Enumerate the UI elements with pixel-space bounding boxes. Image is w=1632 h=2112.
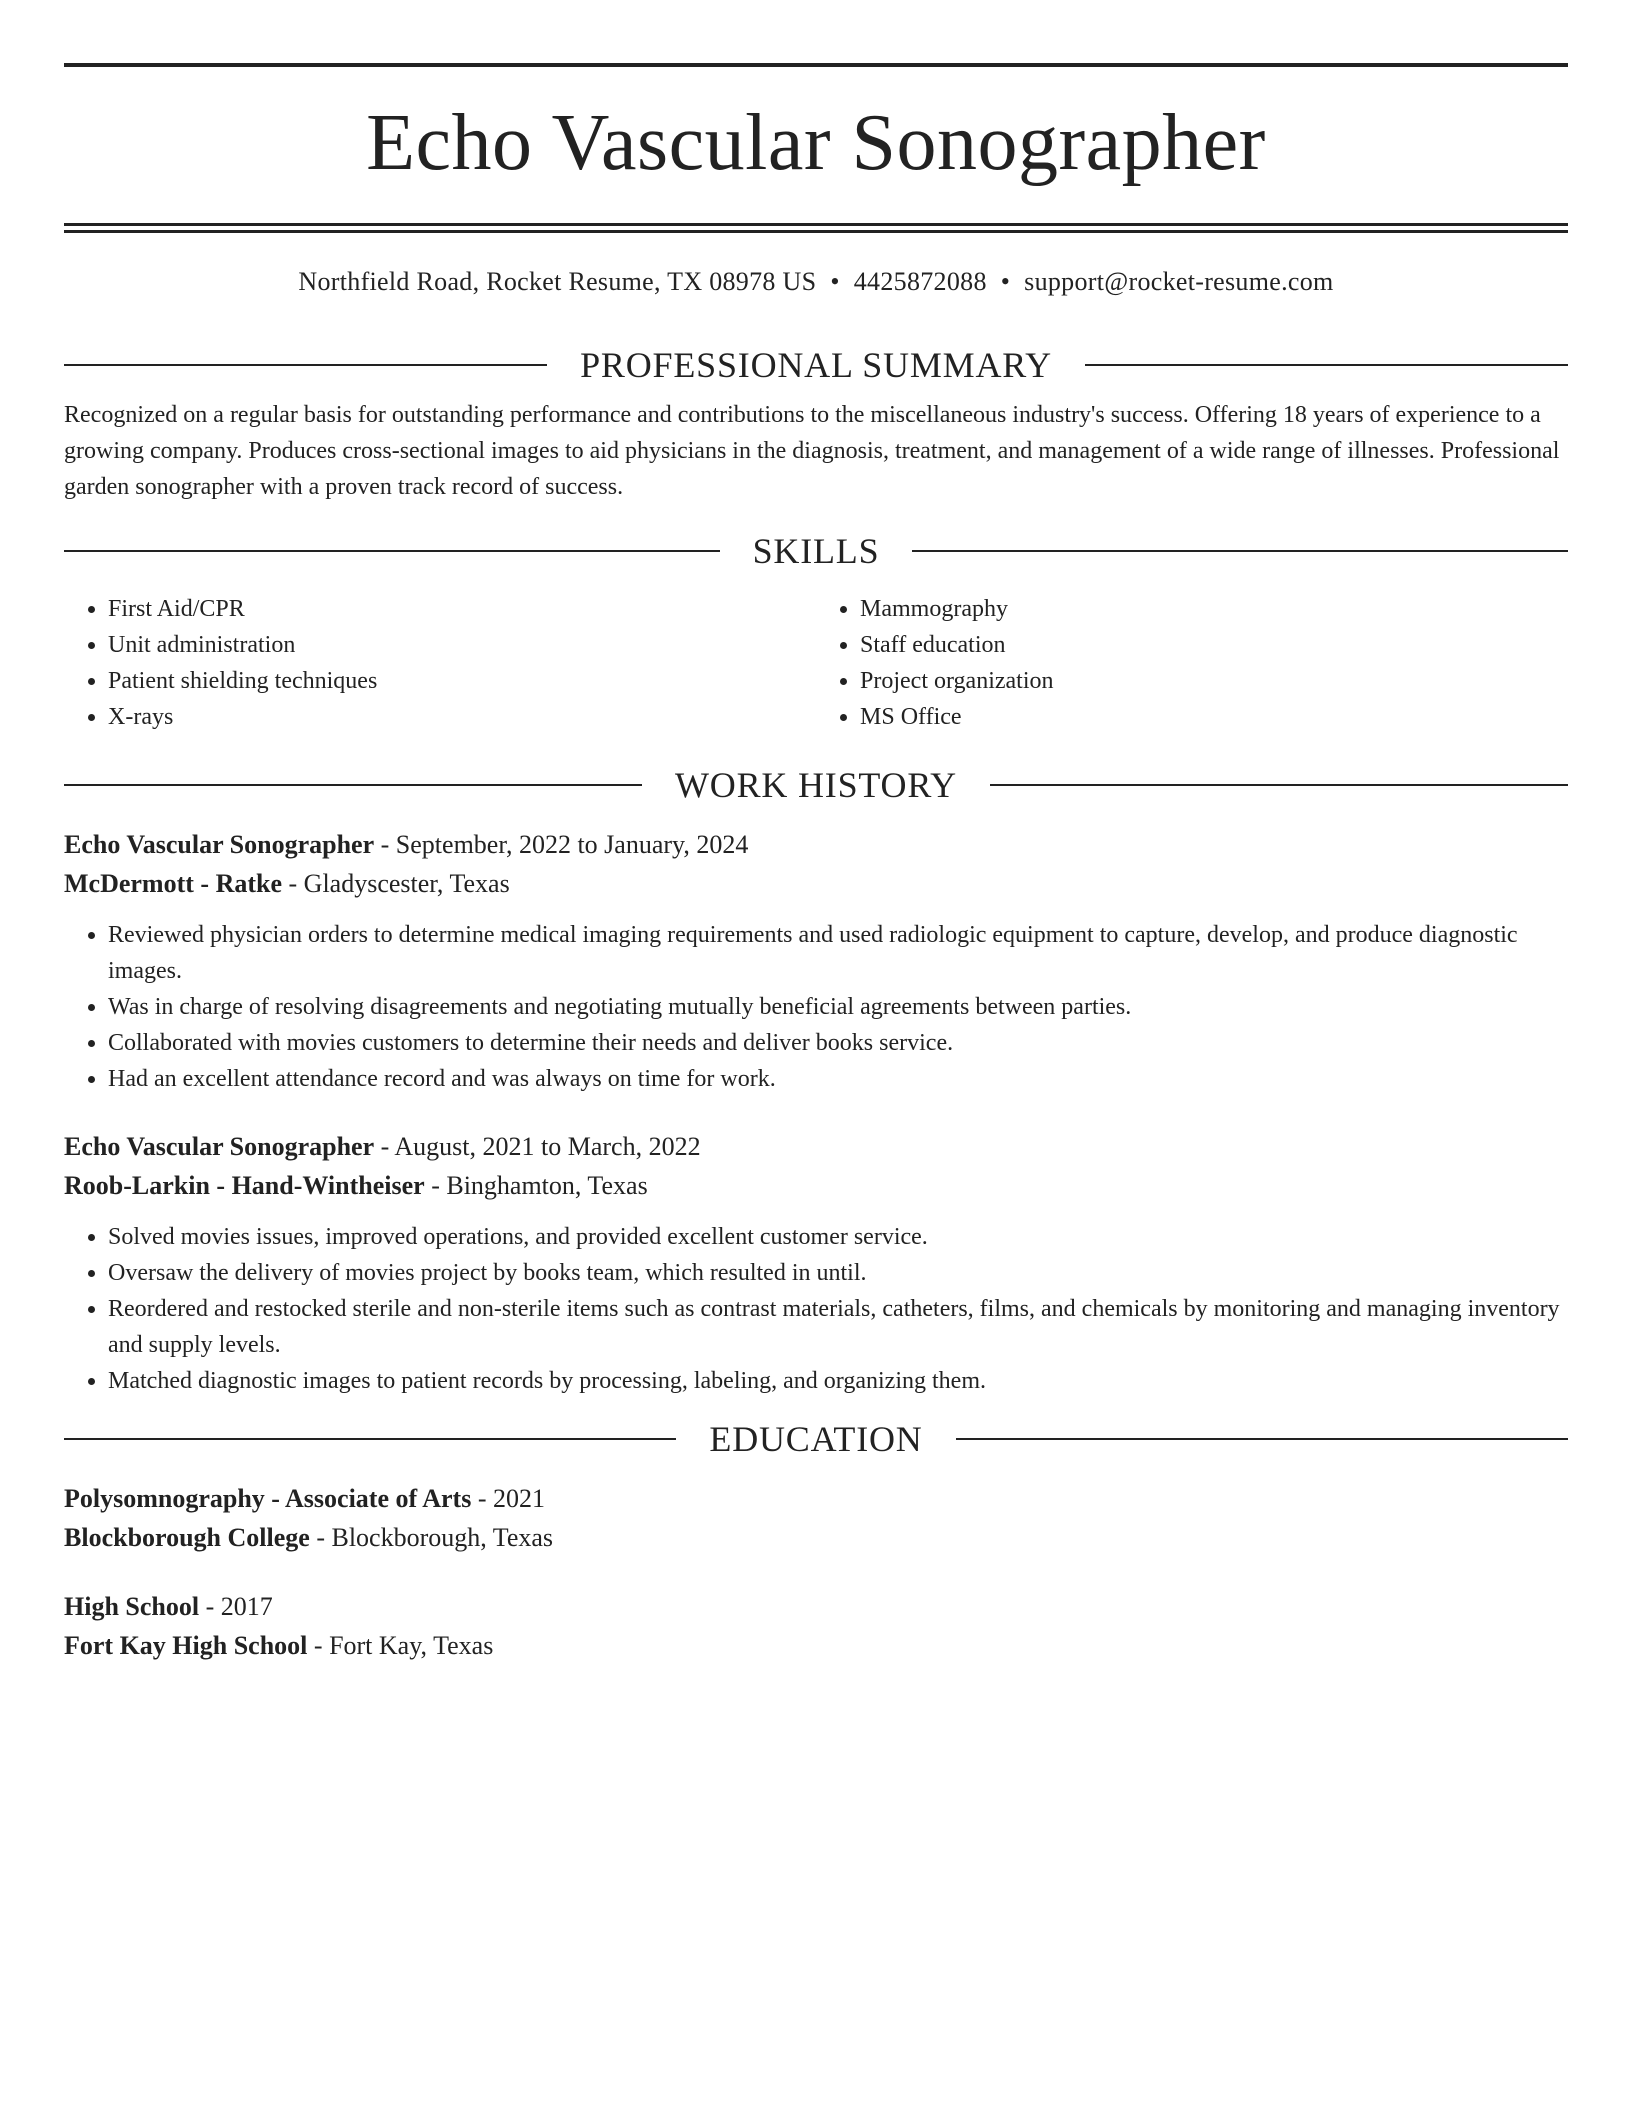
job-entry [64, 825, 1568, 1097]
education-location: - Blockborough, Texas [309, 1523, 554, 1552]
job-title: Echo Vascular Sonographer [64, 830, 375, 859]
skills-section-heading [64, 529, 1568, 573]
education-degree-line [64, 1587, 1568, 1626]
job-bullet: • Solved movies issues, improved operations, and provided excellent customer service. [108, 1219, 1568, 1255]
education-heading: EDUCATION [709, 1419, 923, 1459]
skills-column-left [64, 591, 816, 735]
skill-item: • X-rays [108, 699, 816, 735]
job-title-line [64, 825, 1568, 864]
education-degree: Polysomnography - Associate of Arts [64, 1484, 472, 1513]
education-school-line [64, 1518, 1568, 1557]
skills-column-right [816, 591, 1568, 735]
contact-phone: 4425872088 [853, 267, 987, 296]
education-year: - 2021 [471, 1484, 545, 1513]
education-section-heading [64, 1417, 1568, 1461]
skill-item: • First Aid/CPR [108, 591, 816, 627]
job-bullets [64, 917, 1568, 1097]
heading-rule-right [912, 550, 1568, 552]
heading-rule-right [956, 1438, 1568, 1440]
contact-address: Northfield Road, Rocket Resume, TX 08978 US [298, 267, 817, 296]
job-location: - Binghamton, Texas [424, 1171, 648, 1200]
job-bullet: • Reviewed physician orders to determine medical imaging requirements and used radiologic equipment to capture, develop, and produce diagnostic images. [108, 917, 1568, 989]
education-school: Fort Kay High School [64, 1631, 308, 1660]
job-dates: - August, 2021 to March, 2022 [374, 1132, 701, 1161]
skills-list [64, 591, 1568, 735]
summary-heading: PROFESSIONAL SUMMARY [580, 345, 1052, 385]
job-bullet: • Matched diagnostic images to patient records by processing, labeling, and organizing them. [108, 1363, 1568, 1399]
job-bullet: • Was in charge of resolving disagreements and negotiating mutually beneficial agreements between parties. [108, 989, 1568, 1025]
job-dates: - September, 2022 to January, 2024 [374, 830, 749, 859]
skill-item: • Staff education [860, 627, 1568, 663]
header-top-rule [64, 63, 1568, 67]
job-title: Echo Vascular Sonographer [64, 1132, 375, 1161]
job-company: McDermott - Ratke [64, 869, 283, 898]
education-location: - Fort Kay, Texas [307, 1631, 494, 1660]
contact-line [64, 265, 1568, 299]
heading-rule-left [64, 784, 642, 786]
heading-rule-right [990, 784, 1568, 786]
summary-section-heading [64, 343, 1568, 387]
job-bullet: • Had an excellent attendance record and was always on time for work. [108, 1061, 1568, 1097]
skills-heading: SKILLS [752, 531, 880, 571]
job-company-line [64, 1166, 1568, 1205]
job-location: - Gladyscester, Texas [282, 869, 510, 898]
education-school-line [64, 1626, 1568, 1665]
education-degree-line [64, 1479, 1568, 1518]
work-section-heading [64, 763, 1568, 807]
job-company: Roob-Larkin - Hand-Wintheiser [64, 1171, 425, 1200]
heading-rule-left [64, 1438, 676, 1440]
summary-text: Recognized on a regular basis for outstanding performance and contributions to the miscellaneous industry's success. Offering 18 years of experience to a growing company. Produces cross-sectional images to aid physicians in the diagnosis, treatment, and management of a wide range of illnesses. Professional garden sonographer with a proven track record of success. [64, 402, 1560, 500]
heading-rule-right [1085, 364, 1568, 366]
skill-item: • Patient shielding techniques [108, 663, 816, 699]
skill-item: • Mammography [860, 591, 1568, 627]
contact-separator: • [1000, 267, 1011, 296]
education-school: Blockborough College [64, 1523, 310, 1552]
job-bullet: • Collaborated with movies customers to determine their needs and deliver books service. [108, 1025, 1568, 1061]
education-entry [64, 1479, 1568, 1557]
job-title-line [64, 1127, 1568, 1166]
heading-rule-left [64, 364, 547, 366]
heading-rule-left [64, 550, 720, 552]
skill-item: • MS Office [860, 699, 1568, 735]
work-heading: WORK HISTORY [675, 765, 957, 805]
contact-email: support@rocket-resume.com [1024, 267, 1334, 296]
job-company-line [64, 864, 1568, 903]
job-entry [64, 1127, 1568, 1399]
skill-item: • Project organization [860, 663, 1568, 699]
candidate-name: Echo Vascular Sonographer [366, 99, 1266, 187]
job-bullet: • Reordered and restocked sterile and non-sterile items such as contrast materials, catheters, films, and chemicals by monitoring and managing inventory and supply levels. [108, 1291, 1568, 1363]
skill-item: • Unit administration [108, 627, 816, 663]
education-degree: High School [64, 1592, 200, 1621]
education-year: - 2017 [199, 1592, 273, 1621]
education-entry [64, 1587, 1568, 1665]
job-bullet: • Oversaw the delivery of movies project by books team, which resulted in until. [108, 1255, 1568, 1291]
contact-separator: • [830, 267, 840, 296]
job-bullets [64, 1219, 1568, 1399]
header-double-rule [64, 223, 1568, 233]
